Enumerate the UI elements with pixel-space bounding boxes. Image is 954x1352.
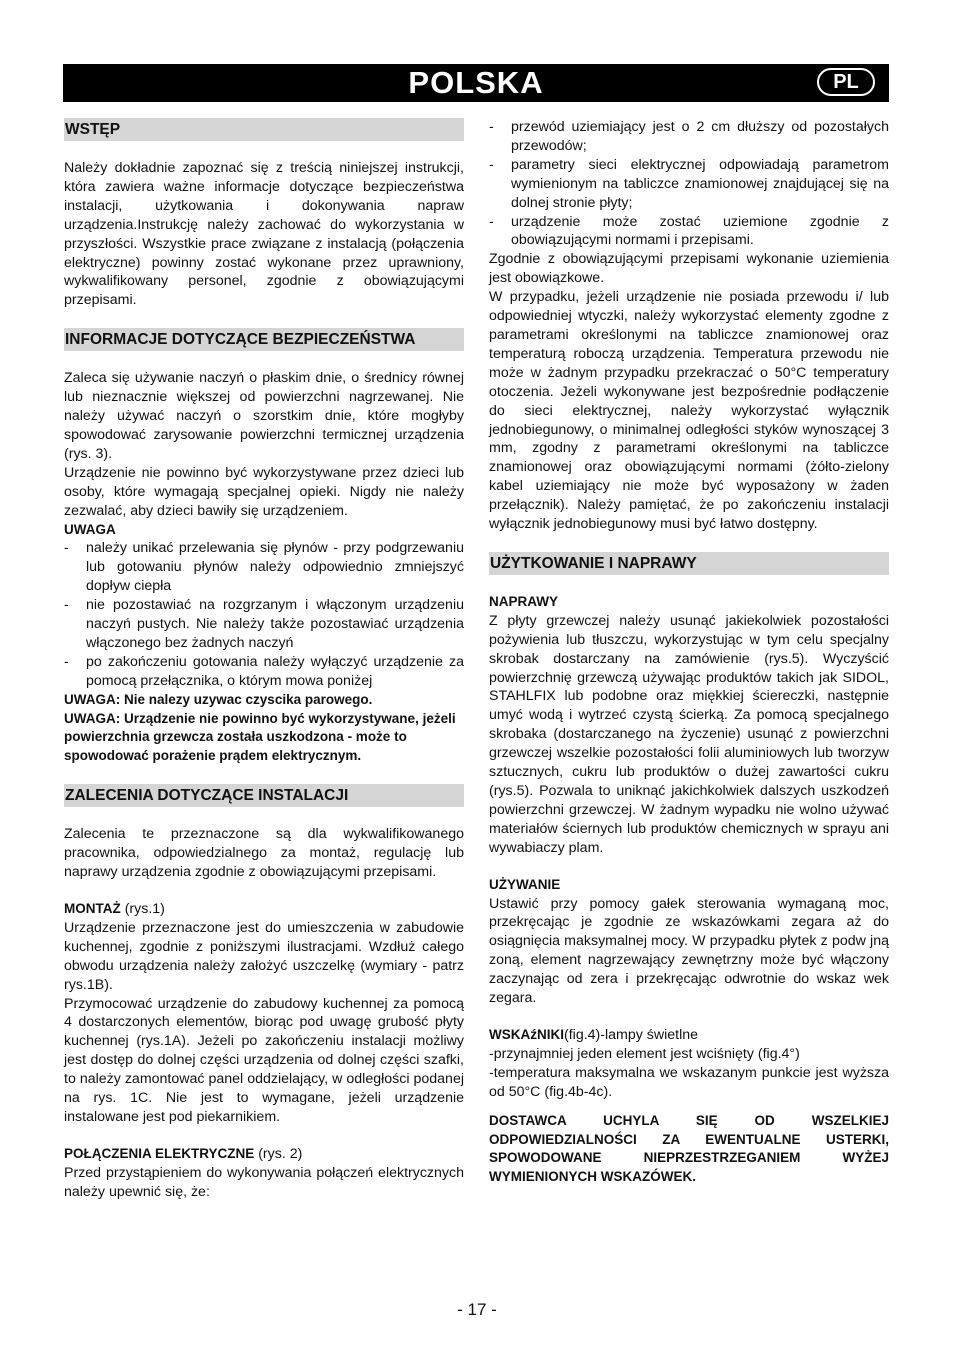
montaz-heading: MONTAŻ (rys.1) <box>64 901 165 917</box>
electrical-heading: POŁĄCZENIA ELEKTRYCZNE (rys. 2) <box>64 1145 303 1162</box>
section-heading-install: ZALECENIA DOTYCZĄCE INSTALACJI <box>64 784 464 807</box>
safety-paragraph-2: Urządzenie nie powinno być wykorzystywane przez dzieci lub osoby, które wymagają specjalnej opieki. Nigdy nie należy zezwalać, aby dzieci bawiły się urządzeniem. <box>64 464 464 519</box>
warning-steam: UWAGA: Nie nalezy uzywac czyscika parowego. <box>64 691 373 707</box>
page-number: - 17 - <box>457 1300 497 1319</box>
list-item: - należy unikać przelewania się płynów - przy podgrzewaniu lub gotowaniu płynów należy odpowiednio zmniejszyć dopływ ciepła <box>64 540 464 595</box>
indicator-line-2: -temperatura maksymalna we wskazanym punkcie jest wyższa od 50°C (fig.4b-4c). <box>489 1064 889 1100</box>
warning-damage: UWAGA: Urządzenie nie powinno być wykorzystywane, jeżeli powierzchnia grzewcza została uszkodzona - może to spowodować porażenie prądem elektrycznym. <box>64 710 456 764</box>
montaz-paragraph-1: Urządzenie przeznaczone jest do umieszczenia w zabudowie kuchennej, zgodnie z poniższymi ilustracjami. Wzdłuż całego obwodu urządzenia należy założyć uszczelkę (wymiary - patrz rys.1B). <box>64 919 464 993</box>
indicator-line-1: -przynajmniej jeden element jest wciśnięty (fig.4°) <box>489 1045 800 1062</box>
section-heading-use: UŻYTKOWANIE I NAPRAWY <box>489 552 889 575</box>
ground-paragraph: Zgodnie z obowiązującymi przepisami wykonanie uziemienia jest obowiązkowe. <box>489 251 889 287</box>
language-badge: PL <box>817 68 875 96</box>
left-column <box>64 118 464 1202</box>
disclaimer: DOSTAWCA UCHYLA SIĘ OD WSZELKIEJ ODPOWIEDZIALNOŚCI ZA EWENTUALNE USTERKI, SPOWODOWANE NIEPRZESTRZEGANIEM WYŻEJ WYMIENIONYCH WSKAZÓWEK. <box>489 1112 889 1185</box>
banner-title: POLSKA <box>408 65 544 100</box>
naprawy-label: NAPRAWY <box>489 593 559 609</box>
uzywanie-paragraph: Ustawić przy pomocy gałek sterowania wymaganą moc, przekręcając je zgodnie ze wskazówkami zegara aż do osiągnięcia maksymalnej mocy. W przypadku płytek z podw jną zoną, element nagrzewający zewnętrzny może być włączony zaczynając od zera i przekręcając odwrotnie do wskaz wek zegara. <box>489 895 889 1007</box>
intro-text: Należy dokładnie zapoznać się z treścią niniejszej instrukcji, która zawiera ważne informacje dotyczące bezpieczeństwa instalacji, użytkowania i dokonywania napraw urządzenia.Instrukcję należy zachować do wykorzystania w przyszłości. Wszystkie prace związane z instalacją (połączenia elektryczne) powinny zostać wykonane przez uprawniony, wykwalifikowany personel, zgodnie z obowiązującymi przepisami. <box>64 160 464 309</box>
indicators-heading: WSKAźNIKI(fig.4)-lampy świetlne <box>489 1026 699 1043</box>
list-item: - po zakończeniu gotowania należy wyłączyć urządzenie za pomocą przełącznika, o którym mowa poniżej <box>64 653 464 689</box>
language-banner <box>63 64 889 102</box>
cable-paragraph: W przypadku, jeżeli urządzenie nie posiada przewodu i/ lub odpowiedniej wtyczki, należy wykorzystać elementy zgodne z parametrami określonymi na tabliczce znamionowej oraz temperaturą roboczą urządzenia. Temperatura przewodu nie może w żadnym przypadku przekraczać o 50°C temperatury otoczenia. Jeżeli wykonywane jest bezpośrednie podłączenie do sieci elektrycznej, należy wykorzystać wyłącznik jednobiegunowy, o minimalnej odległości styków wynoszącej 3 mm, zgodny z parametrami określonymi na tabliczce znamionowej oraz obowiązującymi normami (żółto-zielony kabel uziemiający nie może być wyposażony w żaden przełącznik). Należy pamiętać, że po zakończeniu instalacji wyłącznik jednobiegunowy musi być łatwo dostępny. <box>489 289 889 533</box>
list-item: - przewód uziemiający jest o 2 cm dłuższy od pozostałych przewodów; <box>489 119 889 154</box>
montaz-paragraph-2: Przymocować urządzenie do zabudowy kuchennej za pomocą 4 dostarczonych elementów, biorąc pod uwagę grubość płyty kuchennej (rys.1A). Jeżeli po zakończeniu instalacji możliwy jest dostęp do dolnej części urządzenia od dolnej części szafki, to należy zamontować panel oddzielający, w odległości podanej na rys. 1C. Nie jest to wymagane, jeżeli urządzenie instalowane jest pod piekarnikiem. <box>64 995 464 1125</box>
right-column <box>489 118 889 1187</box>
section-heading-safety: INFORMACJE DOTYCZĄCE BEZPIECZEŃSTWA <box>64 328 464 351</box>
safety-paragraph-1: Zaleca się używanie naczyń o płaskim dnie, o średnicy równej lub nieznacznie większej od powierzchni nagrzewanej. Nie należy używać naczyń o szorstkim dnie, które mogłyby spowodować zarysowanie powierzchni termicznej urządzenia (rys. 3). <box>64 370 464 462</box>
list-item: - urządzenie może zostać uziemione zgodnie z obowiązującymi normami i przepisami. <box>489 213 889 249</box>
section-heading-intro: WSTĘP <box>64 118 464 141</box>
naprawy-paragraph: Z płyty grzewczej należy usunąć jakiekolwiek pozostałości pożywienia lub tłuszczu, wykorzystując w tym celu specjalny skrobak dostarczany na zamówienie (rys.5). Wyczyścić powierzchnię grzewczą używając produktów takich jak SIDOL, STAHLFIX lub podobne oraz miękkiej ściereczki, następnie umyć wodą i wytrzeć czystą ścierką. Za pomocą specjalnego skrobaka (dostarczanego na życzenie) usunąć z powierzchni grzewczej wszelkie pozostałości folii aluminiowych lub tworzyw sztucznych, cukru lub produktów o dużej zawartości cukru (rys.5). Pozwala to uniknąć jakichkolwiek dalszych uszkodzeń powierzchni grzewczej. W żadnym wypadku nie wolno używać materiałów ściernych lub produktów chemicznych w sprayu ani wywabiaczy plam. <box>489 612 889 856</box>
list-item: - nie pozostawiać na rozgrzanym i włączonym urządzeniu naczyń pustych. Nie należy także pozostawiać urządzenia włączonego bez żadnych naczyń <box>64 597 464 651</box>
electrical-paragraph: Przed przystąpieniem do wykonywania połączeń elektrycznych należy upewnić się, że: <box>64 1164 464 1200</box>
install-intro: Zalecenia te przeznaczone są dla wykwalifikowanego pracownika, odpowiedzialnego za montaż, regulację lub naprawy urządzenia zgodnie z obowiązującymi przepisami. <box>64 826 464 881</box>
uwaga-label: UWAGA <box>64 521 116 537</box>
uzywanie-label: UŻYWANIE <box>489 876 561 892</box>
list-item: - parametry sieci elektrycznej odpowiadają parametrom wymienionym na tabliczce znamionowej znajdującej się na dolnej stronie płyty; <box>489 156 889 211</box>
